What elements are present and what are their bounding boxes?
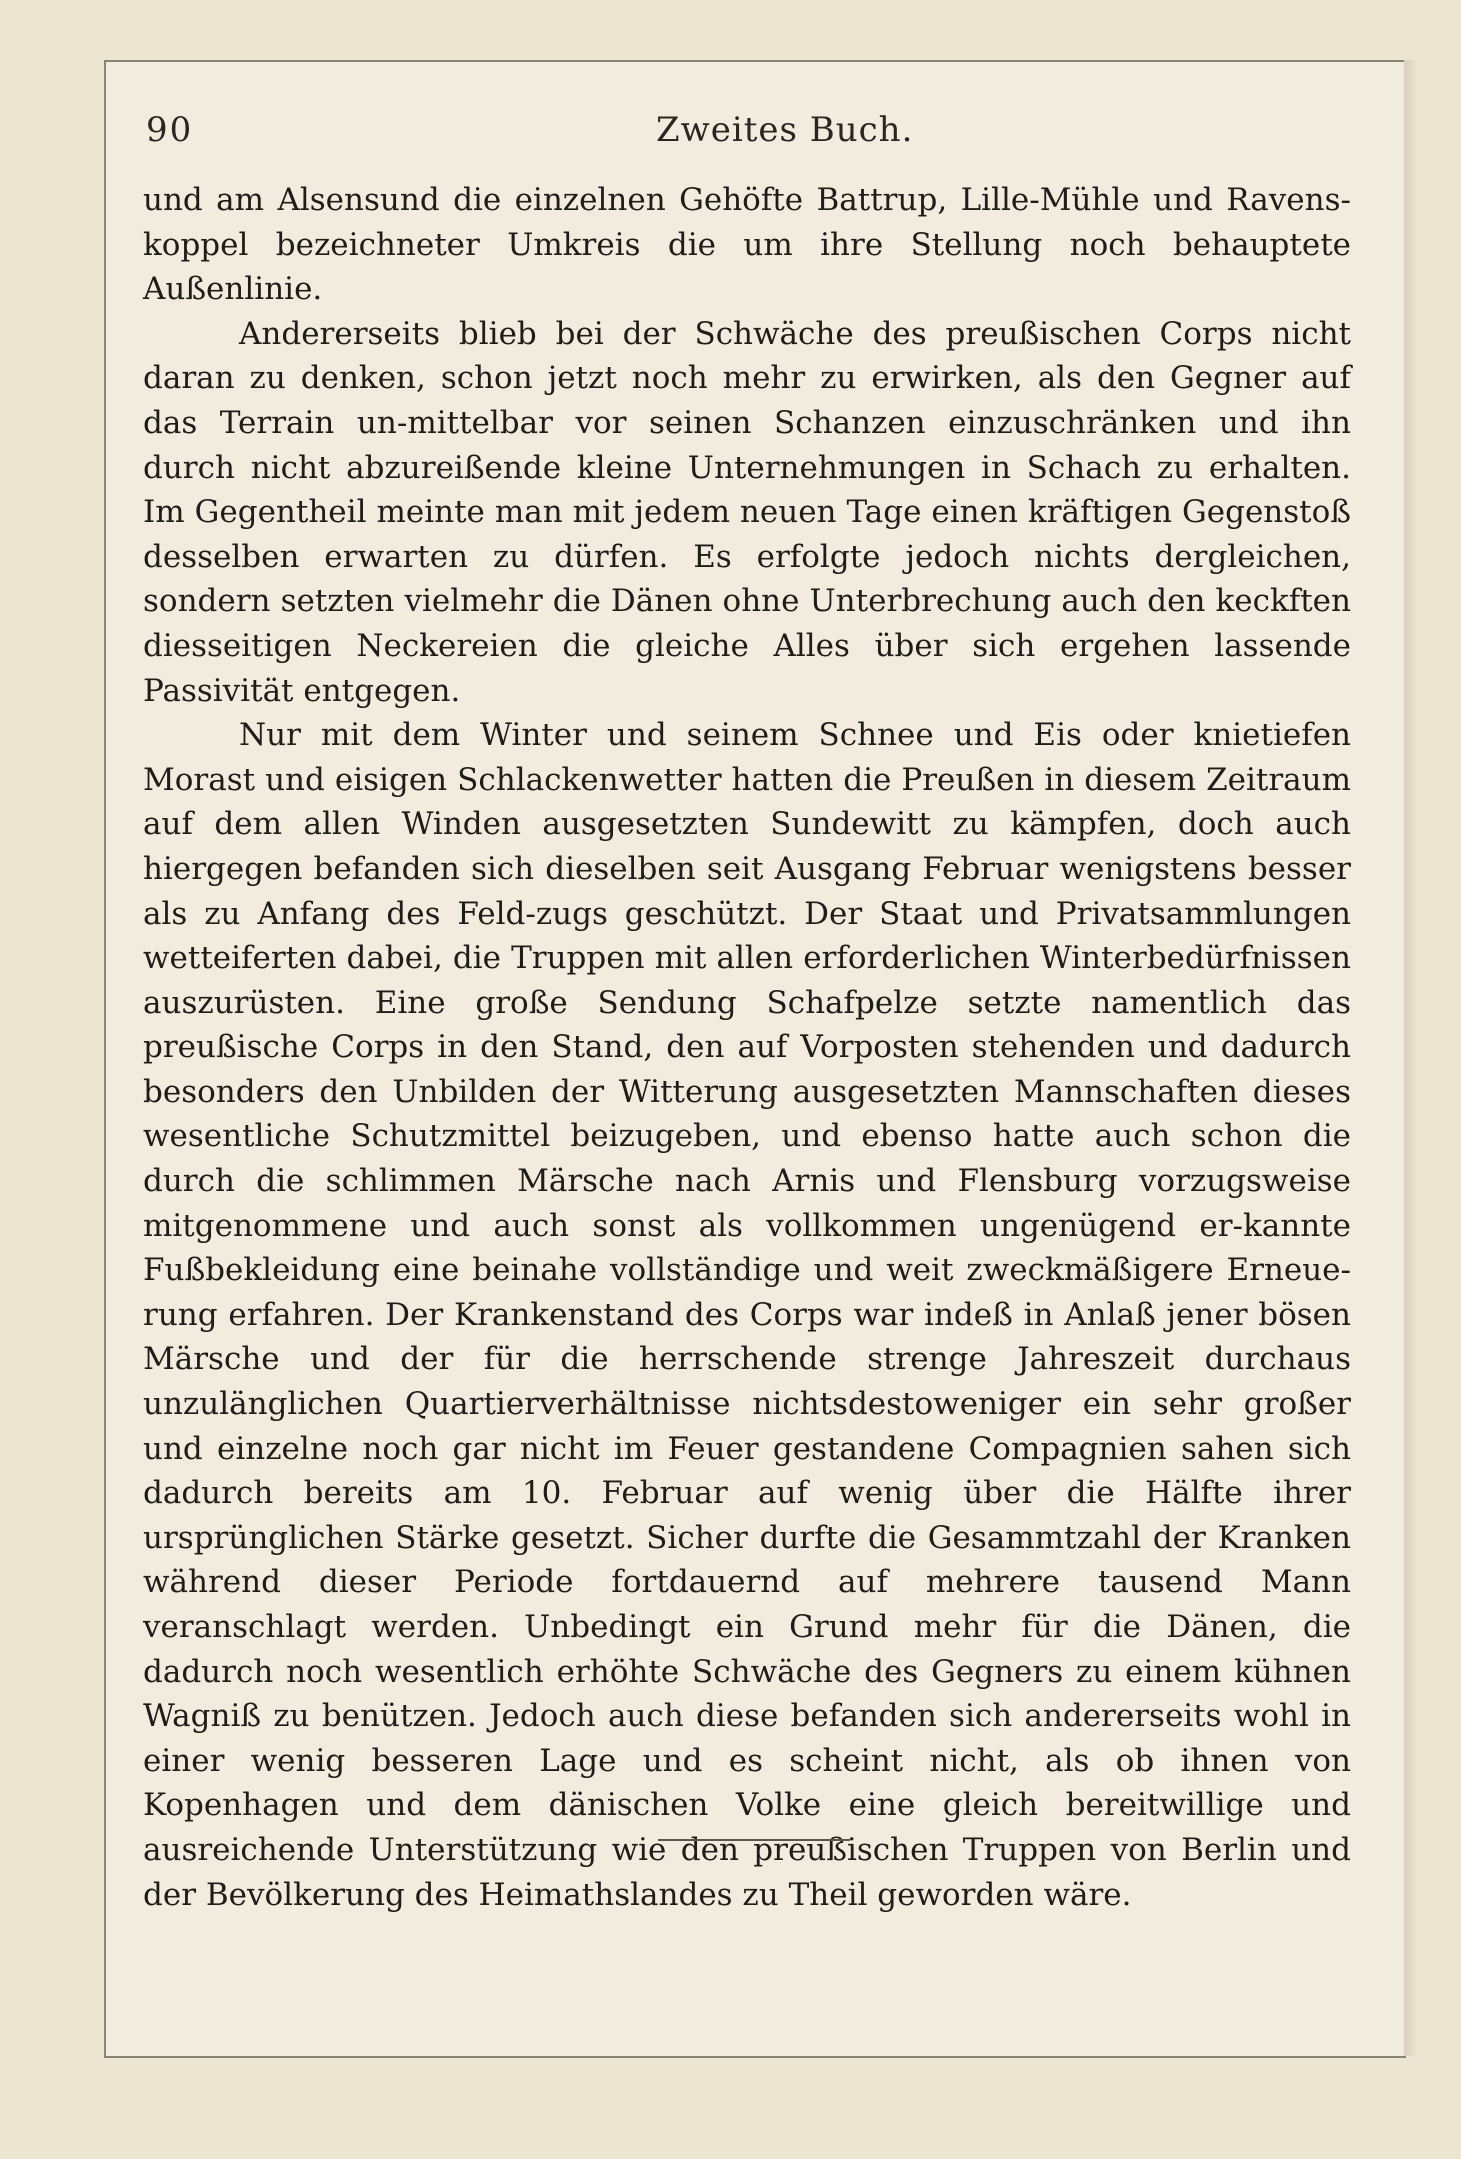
paragraph: Nur mit dem Winter und seinem Schnee und Eis oder knietiefen Morast und eisigen Schlackenwetter hatten die Preußen in diesem Zeitraum auf dem allen Winden ausgesetzten Sundewitt zu kämpfen, doch auch hiergegen befanden sich dieselben seit Ausgang Februar wenigstens besser als zu Anfang des Feld-zugs geschützt. Der Staat und Privatsammlungen wetteiferten dabei, die Truppen mit allen erforderlichen Winterbedürfnissen auszurüsten. Eine große Sendung Schafpelze setzte namentlich das preußische Corps in den Stand, den auf Vorposten stehenden und dadurch besonders den Unbilden der Witterung ausgesetzten Mannschaften dieses wesentliche Schutzmittel beizugeben, und ebenso hatte auch schon die durch die schlimmen Märsche nach Arnis und Flensburg vorzugsweise mitgenommene und auch sonst als vollkommen ungenügend er-kannte Fußbekleidung eine beinahe vollständige und weit zweckmäßigere Erneue-rung erfahren. Der Krankenstand des Corps war indeß in Anlaß jener bösen Märsche und der für die herrschende strenge Jahreszeit durchaus unzulänglichen Quartierverhältnisse nichtsdestoweniger ein sehr großer und einzelne noch gar nicht im Feuer gestandene Compagnien sahen sich dadurch bereits am 10. Februar auf wenig über die Hälfte ihrer ursprünglichen Stärke gesetzt. Sicher durfte die Gesammtzahl der Kranken während dieser Periode fortdauernd auf mehrere tausend Mann veranschlagt werden. Unbedingt ein Grund mehr für die Dänen, die dadurch noch wesentlich erhöhte Schwäche des Gegners zu einem kühnen Wagniß zu benützen. Jedoch auch diese befanden sich andererseits wohl in einer wenig besseren Lage und es scheint nicht, als ob ihnen von Kopenhagen und dem dänischen Volke eine gleich bereitwillige und ausreichende Unterstützung wie den preußischen Truppen von Berlin und der Bevölkerung des Heimathslandes zu Theil geworden wäre. xyxy=(143,717,1351,1913)
page-header xyxy=(146,110,1346,160)
paragraph-continuation: und am Alsensund die einzelnen Gehöfte Battrup, Lille-Mühle und Ravens-koppel bezeichneter Umkreis die um ihre Stellung noch behauptete Außenlinie. xyxy=(143,182,1351,308)
paragraph: Andererseits blieb bei der Schwäche des preußischen Corps nicht daran zu denken, schon jetzt noch mehr zu erwirken, als den Gegner auf das Terrain un-mittelbar vor seinen Schanzen einzuschränken und ihn durch nicht abzureißende kleine Unternehmungen in Schach zu erhalten. Im Gegentheil meinte man mit jedem neuen Tage einen kräftigen Gegenstoß desselben erwarten zu dürfen. Es erfolgte jedoch nichts dergleichen, sondern setzten vielmehr die Dänen ohne Unterbrechung auch den keckften diesseitigen Neckereien die gleiche Alles über sich ergehen lassende Passivität entgegen. xyxy=(143,315,1351,709)
page-number: 90 xyxy=(146,110,194,150)
page-edge-shadow xyxy=(1404,60,1418,2056)
body-text xyxy=(143,178,1351,1917)
section-end-rule xyxy=(658,1839,850,1841)
running-head: Zweites Buch. xyxy=(656,110,914,150)
